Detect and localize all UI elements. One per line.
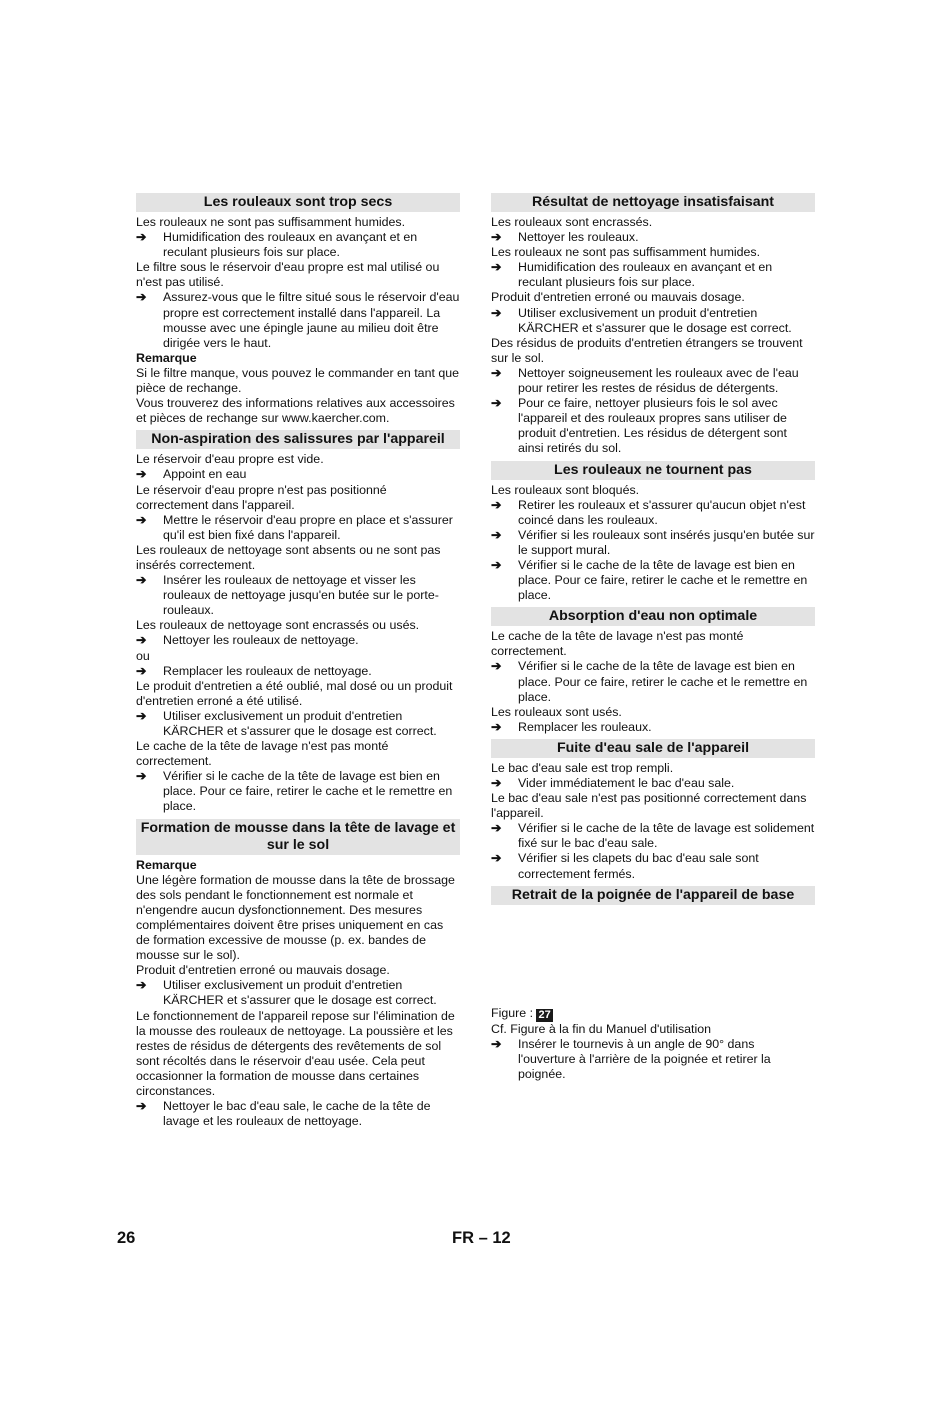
remedy-text: Utiliser exclusivement un produit d'entretien KÄRCHER et s'assurer que le dosage est correct. [518, 305, 792, 335]
arrow-icon: ➔ [136, 290, 147, 305]
remedy-step [491, 366, 815, 396]
figure-note: Cf. Figure à la fin du Manuel d'utilisation [491, 1021, 712, 1036]
cause-text: Le bac d'eau sale n'est pas positionné correctement dans l'appareil. [491, 791, 807, 821]
arrow-icon: ➔ [136, 708, 147, 723]
cause-text: Les rouleaux de nettoyage sont encrassés ou usés. [136, 618, 420, 633]
remedy-step [136, 573, 460, 618]
remedy-step [136, 230, 460, 260]
remedy-step [491, 396, 815, 456]
section-heading-handle-removal: Retrait de la poignée de l'appareil de base [491, 886, 815, 905]
remedy-text: Nettoyer le bac d'eau sale, le cache de la tête de lavage et les rouleaux de nettoyage. [163, 1099, 431, 1129]
cause-text: Les rouleaux ne sont pas suffisamment humides. [491, 245, 761, 260]
section-heading-dirt-not-picked-up: Non-aspiration des salissures par l'appareil [136, 430, 460, 449]
remedy-text: Vider immédiatement le bac d'eau sale. [518, 776, 735, 790]
remedy-step [491, 851, 815, 881]
remedy-step [136, 290, 460, 350]
arrow-icon: ➔ [136, 769, 147, 784]
remedy-step [491, 230, 815, 245]
remark-text: Si le filtre manque, vous pouvez le commander en tant que pièce de rechange. [136, 365, 460, 396]
arrow-icon: ➔ [136, 230, 147, 245]
remedy-text: Vérifier si les clapets du bac d'eau sale sont correctement fermés. [518, 851, 759, 881]
remedy-step [136, 513, 460, 543]
remark-label: Remarque [136, 857, 197, 872]
section-heading-rollers-too-dry: Les rouleaux sont trop secs [136, 193, 460, 212]
remedy-step [491, 498, 815, 528]
remedy-step [491, 659, 815, 704]
arrow-icon: ➔ [491, 659, 502, 674]
arrow-icon: ➔ [136, 633, 147, 648]
cause-text: Des résidus de produits d'entretien étrangers se trouvent sur le sol. [491, 335, 803, 365]
cause-text: Produit d'entretien erroné ou mauvais dosage. [136, 963, 390, 978]
arrow-icon: ➔ [491, 1036, 502, 1051]
remedy-step [136, 633, 460, 648]
section-heading-poor-cleaning-result: Résultat de nettoyage insatisfaisant [491, 193, 815, 212]
arrow-icon: ➔ [491, 305, 502, 320]
or-text: ou [136, 648, 150, 663]
remedy-text: Assurez-vous que le filtre situé sous le réservoir d'eau propre est correctement installé dans l'appareil. La mousse avec une épingle jaune au milieu doit être dirigée vers le haut. [163, 290, 460, 350]
remedy-step [136, 467, 460, 482]
arrow-icon: ➔ [136, 467, 147, 482]
page-number: 26 [117, 1229, 136, 1247]
left-column [136, 192, 460, 1129]
remedy-text: Utiliser exclusivement un produit d'entretien KÄRCHER et s'assurer que le dosage est correct. [163, 708, 437, 738]
figure-label: Figure : [491, 1005, 534, 1020]
remedy-step [491, 1037, 815, 1082]
remedy-step [491, 260, 815, 290]
remedy-text: Vérifier si les rouleaux sont insérés jusqu'en butée sur le support mural. [518, 527, 815, 557]
cause-text: Les rouleaux sont usés. [491, 704, 622, 719]
remedy-text: Nettoyer les rouleaux. [518, 230, 639, 245]
arrow-icon: ➔ [491, 527, 502, 542]
arrow-icon: ➔ [136, 573, 147, 588]
section-heading-dirty-water-leak: Fuite d'eau sale de l'appareil [491, 739, 815, 758]
cause-text: Le cache de la tête de lavage n'est pas monté correctement. [136, 739, 389, 769]
arrow-icon: ➔ [491, 396, 502, 411]
figure-space [491, 908, 815, 1006]
remedy-step [491, 776, 815, 791]
arrow-icon: ➔ [136, 663, 147, 678]
remedy-text: Vérifier si le cache de la tête de lavage est solidement fixé sur le bac d'eau sale. [518, 821, 815, 851]
figure-reference [491, 1006, 815, 1022]
remedy-text: Pour ce faire, nettoyer plusieurs fois le sol avec l'appareil et des rouleaux propres sans utiliser de produit d'entretien. Les résidus de détergent sont ainsi retirés du sol. [518, 396, 787, 456]
remedy-text: Remplacer les rouleaux de nettoyage. [163, 663, 372, 678]
cause-text: Le cache de la tête de lavage n'est pas monté correctement. [491, 629, 744, 659]
remedy-text: Vérifier si le cache de la tête de lavage est bien en place. Pour ce faire, retirer le cache et le remettre en place. [518, 659, 808, 704]
page-code: FR – 12 [452, 1229, 511, 1247]
remedy-step [491, 720, 815, 735]
remedy-step [136, 664, 460, 679]
remedy-text: Remplacer les rouleaux. [518, 719, 652, 734]
cause-text: Le réservoir d'eau propre n'est pas positionné correctement dans l'appareil. [136, 482, 387, 512]
remedy-step [491, 528, 815, 558]
remark-label: Remarque [136, 350, 197, 365]
cause-text: Les rouleaux sont bloqués. [491, 482, 640, 497]
arrow-icon: ➔ [491, 851, 502, 866]
remedy-text: Vérifier si le cache de la tête de lavage est bien en place. Pour ce faire, retirer le cache et le remettre en place. [518, 557, 808, 603]
cause-text: Le produit d'entretien a été oublié, mal dosé ou un produit d'entretien erroné a été utilisé. [136, 678, 453, 708]
arrow-icon: ➔ [136, 978, 147, 993]
remedy-step [136, 978, 460, 1008]
remark-text: Une légère formation de mousse dans la tête de brossage des sols pendant le fonctionnement est normale et n'engendre aucun dysfonctionnement. Des mesures complémentaires doivent être prises uniquement en cas de formation excessive de mousse (p. ex. bandes de mousse sur le sol). [136, 872, 455, 963]
right-column [491, 192, 815, 1082]
remedy-step [136, 1099, 460, 1129]
arrow-icon: ➔ [491, 719, 502, 734]
section-heading-rollers-not-turning: Les rouleaux ne tournent pas [491, 461, 815, 480]
cause-text: Le réservoir d'eau propre est vide. [136, 452, 324, 467]
cause-text: Les rouleaux ne sont pas suffisamment humides. [136, 215, 406, 229]
remedy-step [491, 821, 815, 851]
arrow-icon: ➔ [491, 776, 502, 790]
remedy-text: Humidification des rouleaux en avançant et en reculant plusieurs fois sur place. [518, 260, 773, 290]
figure-number-badge: 27 [538, 1008, 551, 1021]
arrow-icon: ➔ [491, 260, 502, 275]
remedy-text: Nettoyer soigneusement les rouleaux avec de l'eau pour retirer les restes de résidus de détergents. [518, 365, 799, 396]
cause-text: Les rouleaux de nettoyage sont absents ou ne sont pas insérés correctement. [136, 542, 441, 572]
cause-text: Le bac d'eau sale est trop rempli. [491, 760, 674, 775]
arrow-icon: ➔ [491, 497, 502, 512]
remedy-text: Mettre le réservoir d'eau propre en place et s'assurer qu'il est bien fixé dans l'appareil. [163, 512, 453, 542]
remedy-text: Insérer les rouleaux de nettoyage et visser les rouleaux de nettoyage jusqu'en butée sur le porte-rouleaux. [163, 573, 439, 618]
arrow-icon: ➔ [491, 557, 502, 572]
arrow-icon: ➔ [491, 821, 502, 836]
remedy-text: Humidification des rouleaux en avançant et en reculant plusieurs fois sur place. [163, 230, 418, 260]
section-heading-water-absorption: Absorption d'eau non optimale [491, 607, 815, 626]
arrow-icon: ➔ [491, 230, 502, 245]
remedy-text: Retirer les rouleaux et s'assurer qu'aucun objet n'est coincé dans les rouleaux. [518, 497, 806, 527]
remedy-text: Utiliser exclusivement un produit d'entretien KÄRCHER et s'assurer que le dosage est correct. [163, 978, 437, 1008]
remedy-step [136, 709, 460, 739]
remedy-step [136, 769, 460, 814]
remedy-text: Appoint en eau [163, 467, 247, 482]
remedy-text: Insérer le tournevis à un angle de 90° dans l'ouverture à l'arrière de la poignée et retirer la poignée. [518, 1036, 771, 1081]
remedy-step [491, 306, 815, 336]
cause-text: Produit d'entretien erroné ou mauvais dosage. [491, 290, 745, 305]
section-heading-foam-formation: Formation de mousse dans la tête de lavage et sur le sol [136, 819, 460, 855]
arrow-icon: ➔ [491, 365, 502, 380]
remedy-step [491, 558, 815, 603]
arrow-icon: ➔ [136, 1099, 147, 1114]
info-text: Le fonctionnement de l'appareil repose sur l'élimination de la mousse des rouleaux de nettoyage. La poussière et les restes de résidus de détergents des revêtements de sol sont récoltés dans le réservoir d'eau usée. Cela peut occasionner la formation de mousse dans certaines circonstances. [136, 1008, 455, 1098]
remedy-text: Vérifier si le cache de la tête de lavage est bien en place. Pour ce faire, retirer le cache et le remettre en place. [163, 769, 453, 814]
cause-text: Les rouleaux sont encrassés. [491, 215, 653, 229]
cause-text: Le filtre sous le réservoir d'eau propre est mal utilisé ou n'est pas utilisé. [136, 260, 440, 290]
remark-text: Vous trouverez des informations relatives aux accessoires et pièces de rechange sur www.kaercher.com. [136, 396, 455, 426]
arrow-icon: ➔ [136, 512, 147, 527]
remedy-text: Nettoyer les rouleaux de nettoyage. [163, 633, 359, 648]
